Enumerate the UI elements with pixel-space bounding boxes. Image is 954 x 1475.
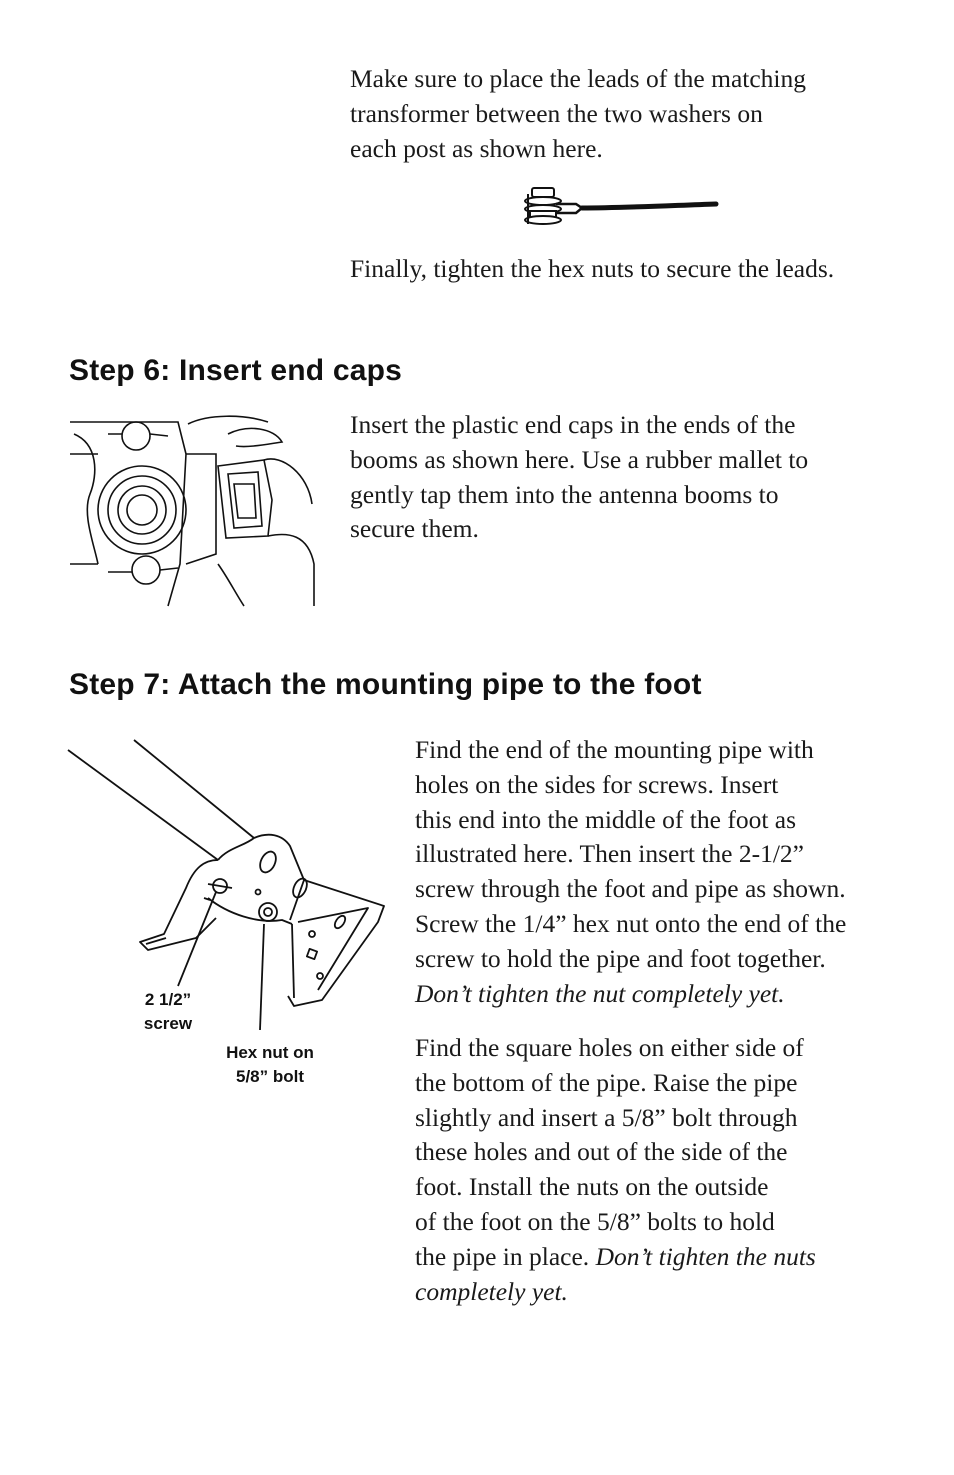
intro-line: each post as shown here. [350,133,603,163]
step7-p2-line: Find the square holes on either side of [415,1033,804,1062]
step7-paragraph-1 [415,733,846,1011]
step6-line: Insert the plastic end caps in the ends of the [350,410,796,439]
step6-line: gently tap them into the antenna booms to [350,479,779,509]
step7-p2-line: the bottom of the pipe. Raise the pipe [415,1067,798,1097]
intro-line: Make sure to place the leads of the matching [350,64,806,93]
hexnut-label-line2: 5/8” bolt [235,1067,304,1086]
screw-label-line1: 2 1/2” [144,990,192,1009]
step7-p1-line: holes on the sides for screws. Insert [415,769,779,799]
step7-paragraph-2 [415,1031,816,1309]
step7-p1-line: Find the end of the mounting pipe with [415,735,814,764]
screw-label-line2: screw [143,1014,193,1033]
step7-p1-line: illustrated here. Then insert the 2-1/2” [415,839,804,869]
step7-p1-italic-line [415,977,846,1012]
step7-p2-line: slightly and insert a 5/8” bolt through [415,1102,798,1132]
hexnut-label-line1: Hex nut on [226,1043,314,1062]
step7-p2-line: these holes and out of the side of the [415,1137,788,1167]
step6-line: booms as shown here. Use a rubber mallet to [350,444,809,474]
mounting-pipe-illustration [68,738,388,1038]
end-cap-illustration [68,414,318,606]
step7-p2-italic-tail: completely yet. [415,1276,568,1306]
intro-line: transformer between the two washers on [350,98,763,128]
step7-p1-italic: Don’t tighten the nut completely yet. [415,978,785,1008]
step7-p1-line: screw through the foot and pipe as shown. [415,874,846,904]
intro-paragraph [350,62,806,166]
step6-heading: Step 6: Insert end caps [69,354,403,387]
hexnut-label [214,1041,326,1089]
step7-heading: Step 7: Attach the mounting pipe to the foot [69,668,702,701]
finally-paragraph [350,252,834,287]
step6-line: secure them. [350,514,479,544]
washer-lead-illustration [520,184,720,232]
step7-p2-line: of the foot on the 5/8” bolts to hold [415,1206,775,1236]
finally-line: Finally, tighten the hex nuts to secure the leads. [350,254,835,283]
step7-p2-mixed-line [415,1240,816,1275]
step7-p1-line: this end into the middle of the foot as [415,804,797,834]
screw-label [130,988,206,1036]
step7-p1-line: Screw the 1/4” hex nut onto the end of the [415,908,847,938]
step7-p1-line: screw to hold the pipe and foot together. [415,943,826,973]
step6-paragraph [350,408,808,547]
step7-p2-line: foot. Install the nuts on the outside [415,1172,769,1202]
step7-p2-italic: Don’t tighten the nuts [595,1241,816,1271]
step7-p2-italic-tail-line [415,1275,816,1310]
step7-p2-plain: the pipe in place. [415,1241,596,1271]
